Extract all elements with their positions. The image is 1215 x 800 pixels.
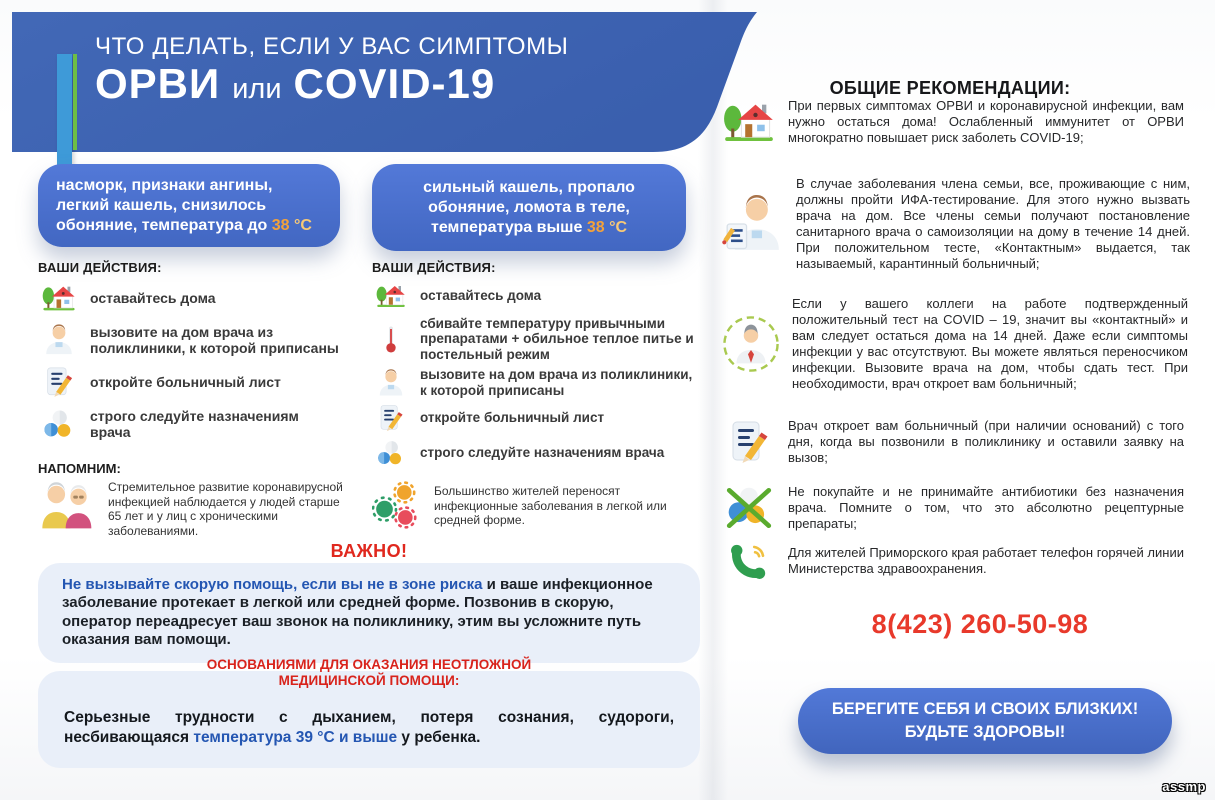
- emergency-text: Серьезные трудности с дыханием, потеря сознания, судороги, несбивающаяся: [64, 709, 674, 747]
- recommendations-heading: ОБЩИЕ РЕКОМЕНДАЦИИ:: [829, 78, 1071, 98]
- remind-item: Большинство жителей переносят инфекционные заболевания в легкой или средней форме.: [372, 481, 687, 531]
- action-item: сбивайте температуру привычными препаратами + обильное теплое питье и постельный режим: [376, 316, 694, 362]
- closing-banner-line2: БУДЬТЕ ЗДОРОВЫ!: [904, 723, 1066, 741]
- action-item: откройте больничный лист: [42, 365, 342, 399]
- action-item: строго следуйте назначениям врача: [42, 407, 342, 441]
- important-heading: ВАЖНО!: [330, 541, 408, 561]
- doctor-icon: [376, 368, 406, 398]
- closing-banner-line1: БЕРЕГИТЕ СЕБЯ И СВОИХ БЛИЗКИХ!: [831, 699, 1139, 718]
- actions-heading-left: ВАШИ ДЕЙСТВИЯ:: [38, 260, 162, 275]
- virus-icon: [372, 481, 422, 531]
- closing-banner: [798, 688, 1172, 754]
- actions-list-mild: [42, 281, 342, 441]
- elderly-couple-icon: [40, 477, 96, 533]
- recommendation-item: В случае заболевания члена семьи, все, проживающие с ним, должны пройти ИФА-тестирование. Для этого нужно вызвать врача на дом. Все члены семьи получают постановление санитарного врача о самоизоляции на дому в течение 14 дней. При положительном тесте, «Контактным» выдается, так называемый, карантинный больничный;: [722, 176, 1190, 272]
- emergency-highlight: температура 39 °С и выше: [193, 729, 398, 747]
- important-panel: [38, 563, 700, 663]
- pills-icon: [42, 407, 76, 441]
- thermometer-icon: [376, 324, 406, 354]
- accent-stripe: [73, 54, 77, 150]
- action-item: строго следуйте назначениям врача: [376, 438, 694, 468]
- recommendation-item: Не покупайте и не принимайте антибиотики без назначения врача. Помните о том, что это абсолютно рецептурные препараты;: [722, 483, 1190, 533]
- pills-icon: [376, 438, 406, 468]
- doctor-clipboard-icon: [722, 193, 784, 255]
- recommendation-item: Для жителей Приморского края работает телефон горячей линии Министерства здравоохранения.: [722, 540, 1190, 582]
- symptom-box-mild-text: насморк, признаки ангины, легкий кашель, снизилось обоняние, температура до: [56, 177, 273, 234]
- sick-leave-icon: [376, 403, 406, 433]
- actions-list-severe: [376, 281, 694, 468]
- contact-person-icon: [722, 315, 780, 373]
- action-item: вызовите на дом врача из поликлиники, к которой приписаны: [376, 367, 694, 398]
- doctor-icon: [42, 323, 76, 357]
- emergency-text-post: у ребенка.: [397, 729, 481, 747]
- sick-leave-icon: [42, 365, 76, 399]
- house-icon: [723, 96, 775, 148]
- remind-item: Стремительное развитие коронавирусной инфекцией наблюдается у людей старше 65 лет и у лиц с хроническими заболеваниями.: [40, 477, 345, 539]
- hotline-phone-number: 8(423) 260-50-98: [871, 609, 1089, 639]
- recommendation-item: Врач откроет вам больничный (при наличии оснований) с того дня, когда вы позвонили в поликлинику и оставили заявку на вызов;: [722, 418, 1190, 466]
- recommendation-item: При первых симптомах ОРВИ и коронавирусной инфекции, вам нужно остаться дома! Ослабленный иммунитет от ОРВИ многократно повышает риск заболеть COVID-19;: [722, 96, 1190, 148]
- symptom-box-mild: [38, 164, 340, 247]
- header-kicker: ЧТО ДЕЛАТЬ, ЕСЛИ У ВАС СИМПТОМЫ: [95, 33, 569, 60]
- action-item: оставайтесь дома: [376, 281, 694, 311]
- action-item: оставайтесь дома: [42, 281, 342, 315]
- temperature-unit: °С: [293, 216, 312, 234]
- house-icon: [42, 281, 76, 315]
- symptom-box-severe: [372, 164, 686, 251]
- important-highlight: Не вызывайте скорую помощь, если вы не в зоне риска: [62, 576, 483, 593]
- recommendation-item: Если у вашего коллеги на работе подтвержденный положительный тест на COVID – 19, значит вы «контактный» и вам следует остаться дома на 14 дней. Даже если симптомы инфекции у вас отсутствуют. Вы можете являться переносчиком инфекции. Вызовите врача на дом, чтобы сдать тест. При необходимости, врач откроет вам больничный;: [722, 296, 1190, 392]
- page-title: [95, 60, 495, 108]
- action-item: вызовите на дом врача из поликлиники, к которой приписаны: [42, 323, 342, 357]
- watermark: assmp: [1162, 779, 1206, 794]
- title-covid: COVID-19: [293, 60, 496, 107]
- phone-icon: [728, 540, 770, 582]
- sick-leave-icon: [725, 418, 773, 466]
- remind-heading: НАПОМНИМ:: [38, 461, 121, 476]
- action-item: откройте больничный лист: [376, 403, 694, 433]
- actions-heading-right: ВАШИ ДЕЙСТВИЯ:: [372, 260, 496, 275]
- title-orvi: ОРВИ: [95, 60, 221, 107]
- symptom-box-severe-text: сильный кашель, пропало обоняние, ломота в теле, температура выше: [423, 179, 635, 236]
- temperature-value: 38: [271, 216, 290, 234]
- house-icon: [376, 281, 406, 311]
- no-antibiotics-icon: [724, 483, 774, 533]
- emergency-heading: ОСНОВАНИЯМИ ДЛЯ ОКАЗАНИЯ НЕОТЛОЖНОЙ МЕДИЦИНСКОЙ ПОМОЩИ:: [206, 657, 532, 689]
- important-rest: и ваше инфекционное заболевание протекает в легкой или средней форме. Позвонив в скорую, оператор переадресует ваш звонок на поликлинику, этим вы усложните путь оказания вам помощи.: [62, 576, 653, 649]
- temperature-value: 38: [586, 218, 605, 236]
- temperature-unit: °С: [609, 218, 628, 236]
- title-conjunction: или: [232, 73, 282, 105]
